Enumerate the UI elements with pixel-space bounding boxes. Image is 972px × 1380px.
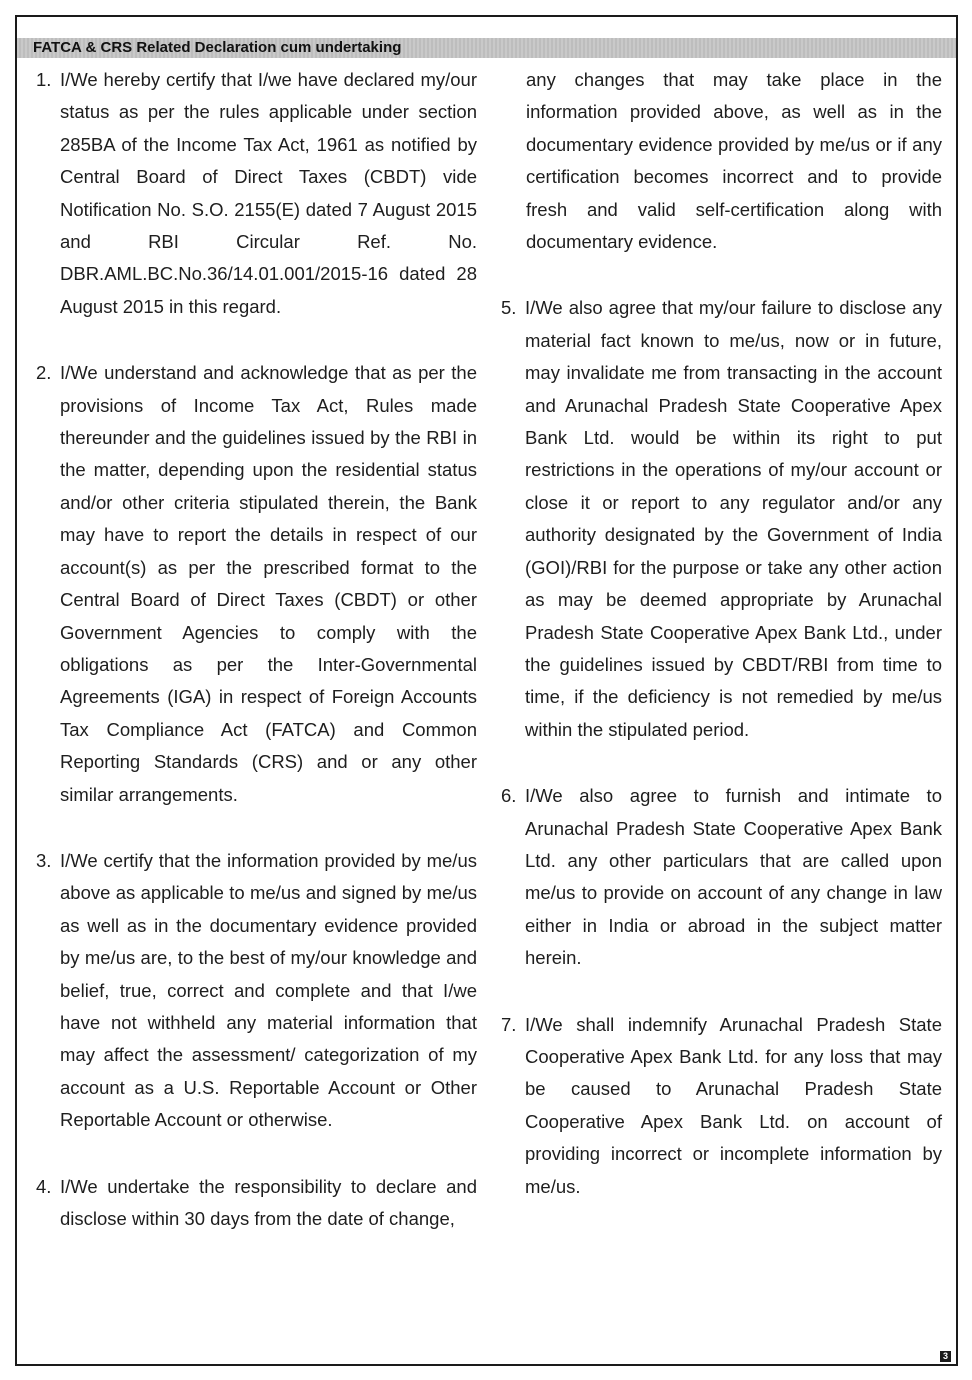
declaration-item-1 bbox=[32, 64, 477, 323]
item-number: 4. bbox=[36, 1175, 52, 1197]
item-text: I/We hereby certify that I/we have declared my/our status as per the rules applicable under section 285BA of the Income Tax Act, 1961 as notified by Central Board of Direct Taxes (CBDT) vide Notification No. S.O. 2155(E) dated 7 August 2015 and RBI Circular Ref. No. DBR.AML.BC.No.36/14.01.001/2015-16 dated 28 August 2015 in this regard. bbox=[60, 69, 477, 317]
declaration-item-3 bbox=[32, 845, 477, 1137]
right-column bbox=[497, 64, 942, 1237]
item-number: 3. bbox=[36, 849, 52, 871]
declaration-item-4-continued bbox=[497, 64, 942, 258]
item-number: 2. bbox=[36, 362, 52, 384]
item-text: I/We certify that the information provided by me/us above as applicable to me/us and signed by me/us as well as in the documentary evidence provided by me/us are, to the best of my/our knowledge and belief, true, correct and complete and that I/we have not withheld any material information that may affect the assessment/ categorization of my account as a U.S. Reportable Account or Other Reportable Account or otherwise. bbox=[60, 849, 477, 1131]
declaration-item-7 bbox=[497, 1009, 942, 1203]
declaration-item-6 bbox=[497, 780, 942, 974]
item-text: I/We also agree that my/our failure to disclose any material fact known to me/us, now or in future, may invalidate me from transacting in the account and Arunachal Pradesh State Cooperative Apex Bank Ltd. would be within its right to put restrictions in the operations of my/our account or close it or report to any regulator and/or any authority designated by the Government of India (GOI)/RBI for the purpose or take any other action as may be deemed appropriate by Arunachal Pradesh State Cooperative Apex Bank Ltd., under the guidelines issued by CBDT/RBI from time to time, if the deficiency is not remedied by me/us within the stipulated period. bbox=[525, 297, 942, 740]
item-text: I/We shall indemnify Arunachal Pradesh State Cooperative Apex Bank Ltd. for any loss that may be caused to Arunachal Pradesh State Cooperative Apex Bank Ltd. on account of providing incorrect or incomplete information by me/us. bbox=[525, 1013, 942, 1197]
item-text: any changes that may take place in the information provided above, as well as in the documentary evidence provided by me/us or if any certification becomes incorrect and to provide fresh and valid self-certification along with documentary evidence. bbox=[526, 69, 942, 253]
page-number: 3 bbox=[940, 1351, 951, 1362]
declaration-item-4 bbox=[32, 1171, 477, 1236]
item-number: 5. bbox=[501, 297, 517, 319]
item-text: I/We undertake the responsibility to declare and disclose within 30 days from the date of change, bbox=[60, 1175, 477, 1229]
item-number: 7. bbox=[501, 1013, 517, 1035]
declaration-item-5 bbox=[497, 292, 942, 746]
section-title: FATCA & CRS Related Declaration cum undertaking bbox=[33, 39, 402, 56]
item-text: I/We also agree to furnish and intimate to Arunachal Pradesh State Cooperative Apex Bank Ltd. any other particulars that are called upon me/us to provide on account of any change in law either in India or abroad in the subject matter herein. bbox=[525, 785, 942, 969]
left-column bbox=[32, 64, 477, 1269]
item-number: 1. bbox=[36, 69, 52, 90]
declaration-item-2 bbox=[32, 357, 477, 811]
item-number: 6. bbox=[501, 785, 517, 807]
item-text: I/We understand and acknowledge that as per the provisions of Income Tax Act, Rules made thereunder and the guidelines issued by the RBI in the matter, depending upon the residential status and/or other criteria stipulated therein, the Bank may have to report the details in respect of our account(s) as per the prescribed format to the Central Board of Direct Taxes (CBDT) or other Government Agencies to comply with the obligations as per the Inter-Governmental Agreements (IGA) in respect of Foreign Accounts Tax Compliance Act (FATCA) and Common Reporting Standards (CRS) and or any other similar arrangements. bbox=[60, 362, 477, 805]
